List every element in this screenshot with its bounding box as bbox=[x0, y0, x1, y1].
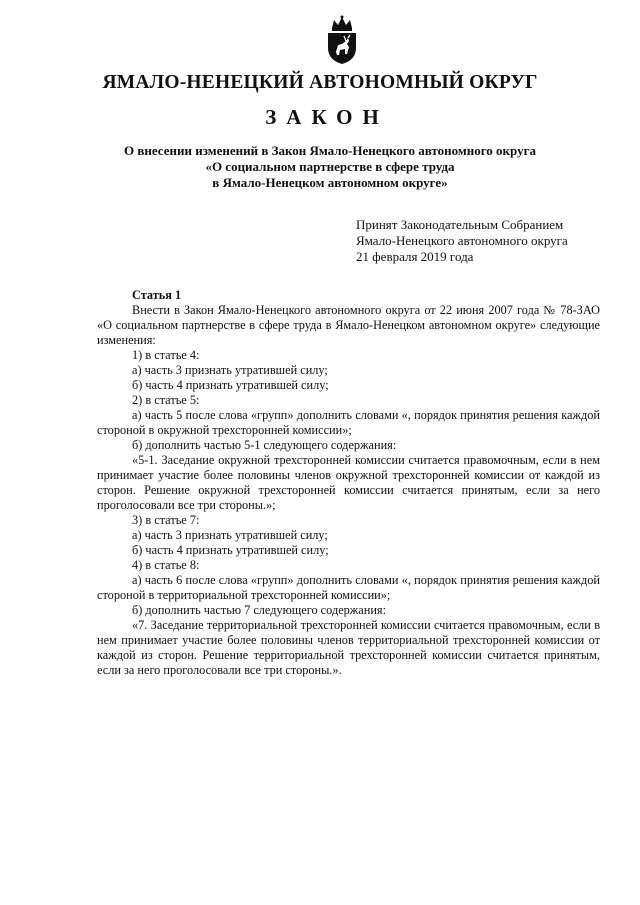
paragraph: б) дополнить частью 5-1 следующего содержания: bbox=[132, 438, 397, 452]
adoption-line: 21 февраля 2019 года bbox=[356, 249, 474, 264]
paragraph: б) часть 4 признать утратившей силу; bbox=[132, 378, 329, 392]
adoption-line: Принят Законодательным Собранием bbox=[356, 217, 564, 232]
paragraph: 3) в статье 7: bbox=[132, 513, 200, 527]
paragraph: б) дополнить частью 7 следующего содержания: bbox=[132, 603, 386, 617]
law-title-line: О внесении изменений в Закон Ямало-Ненецкого автономного округа bbox=[123, 143, 536, 158]
adoption-note bbox=[356, 217, 568, 265]
coat-of-arms-icon bbox=[322, 14, 362, 66]
adoption-line: Ямало-Ненецкого автономного округа bbox=[356, 233, 568, 248]
article-heading: Статья 1 bbox=[132, 288, 182, 302]
paragraph: «7. Заседание территориальной трехсторонней комиссии считается правомочным, если в нем принимает участие более половины членов территориальной трехсторонней комиссии от каждой из сторон. Решение территориальной трехсторонней комиссии считается принятым, если за него проголосовали все три стороны.». bbox=[97, 618, 600, 677]
paragraph: 4) в статье 8: bbox=[132, 558, 200, 572]
paragraph: а) часть 5 после слова «групп» дополнить словами «, порядок принятия решения каждой стороной в окружной трехсторонней комиссии»; bbox=[97, 408, 600, 437]
paragraph: 1) в статье 4: bbox=[132, 348, 200, 362]
paragraph: 2) в статье 5: bbox=[132, 393, 200, 407]
paragraph: б) часть 4 признать утратившей силу; bbox=[132, 543, 329, 557]
region-name: ЯМАЛО-НЕНЕЦКИЙ АВТОНОМНЫЙ ОКРУГ bbox=[102, 72, 538, 93]
paragraph: а) часть 3 признать утратившей силу; bbox=[132, 363, 328, 377]
law-body bbox=[97, 288, 600, 678]
law-title-line: «О социальном партнерстве в сфере труда bbox=[205, 159, 455, 174]
paragraph: а) часть 6 после слова «групп» дополнить словами «, порядок принятия решения каждой стороной в территориальной трехсторонней комиссии»; bbox=[97, 573, 600, 602]
paragraph: Внести в Закон Ямало-Ненецкого автономного округа от 22 июня 2007 года № 78-ЗАО «О социальном партнерстве в сфере труда в Ямало-Ненецком автономном округе» следующие изменения: bbox=[97, 303, 600, 347]
document-type: ЗАКОН bbox=[265, 105, 389, 129]
paragraph: а) часть 3 признать утратившей силу; bbox=[132, 528, 328, 542]
law-title bbox=[80, 143, 580, 191]
law-title-line: в Ямало-Ненецком автономном округе» bbox=[212, 175, 448, 190]
paragraph: «5-1. Заседание окружной трехсторонней комиссии считается правомочным, если в нем принимает участие более половины членов окружной трехсторонней комиссии от каждой из сторон. Решение окружной трехсторонней комиссии считается принятым, если за него проголосовали все три стороны.»; bbox=[97, 453, 600, 512]
